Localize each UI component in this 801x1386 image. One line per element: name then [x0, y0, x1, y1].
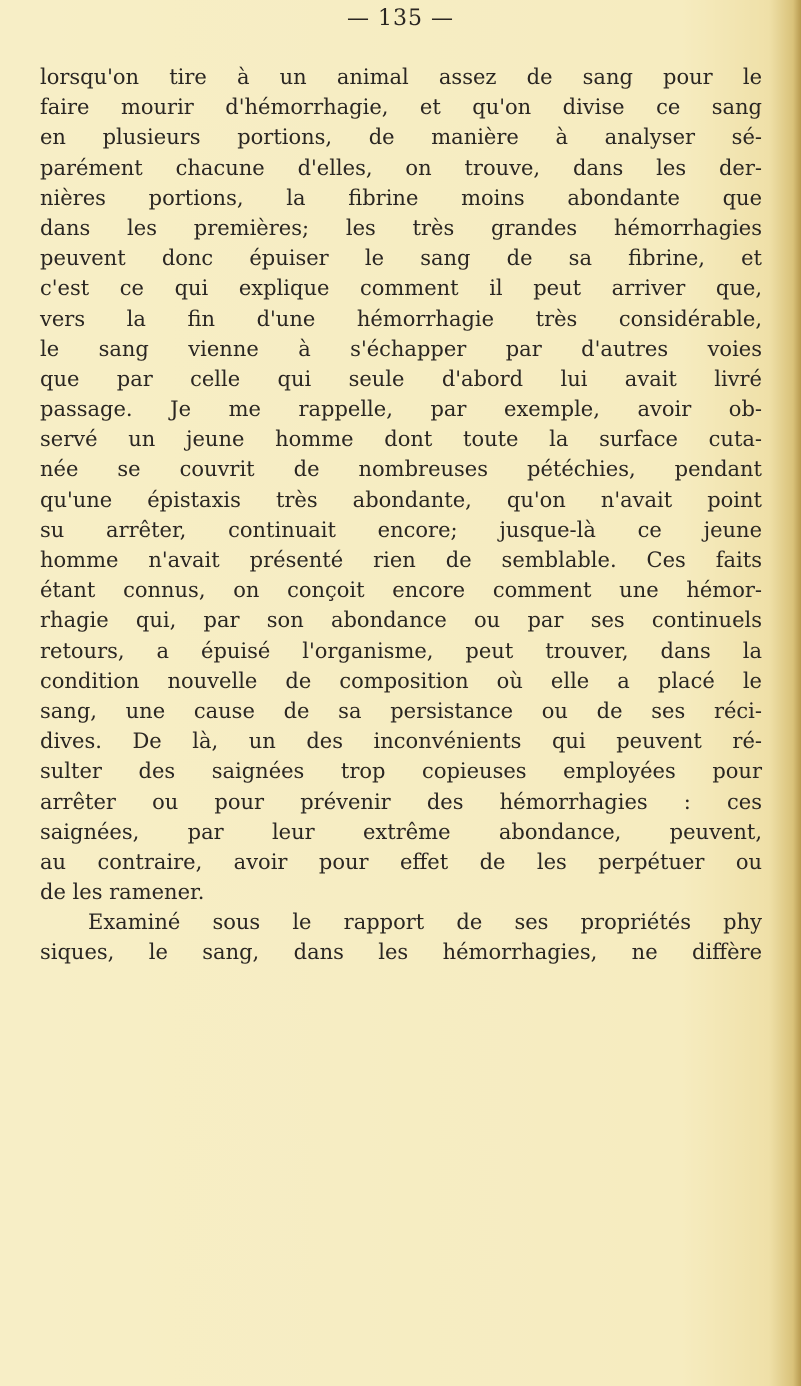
text-line: retours, a épuisé l'organisme, peut trouver, dans la: [40, 638, 762, 663]
text-line: c'est ce qui explique comment il peut arriver que,: [40, 276, 762, 301]
text-line: que par celle qui seule d'abord lui avait livré: [40, 366, 762, 391]
text-line: lorsqu'on tire à un animal assez de sang pour le: [40, 65, 762, 89]
text-line: vers la fin d'une hémorrhagie très considérable,: [40, 306, 762, 331]
text-line: passage. Je me rappelle, par exemple, avoir ob-: [40, 397, 762, 422]
text-line: siques, le sang, dans les hémorrhagies, ne diffère: [40, 940, 762, 965]
text-line: dans les premières; les très grandes hémorrhagies: [40, 215, 762, 240]
text-line: dives. De là, un des inconvénients qui peuvent ré-: [40, 729, 762, 754]
text-line: arrêter ou pour prévenir des hémorrhagies : ces: [40, 789, 762, 814]
text-line: peuvent donc épuiser le sang de sa fibrine, et: [40, 246, 762, 271]
text-line: servé un jeune homme dont toute la surface cuta-: [40, 427, 762, 452]
text-line: étant connus, on conçoit encore comment une hémor-: [40, 578, 762, 603]
text-line: au contraire, avoir pour effet de les perpétuer ou: [40, 849, 762, 874]
text-line: de les ramener.: [40, 880, 205, 905]
text-line: su arrêter, continuait encore; jusque-là ce jeune: [40, 517, 762, 542]
page-text: [40, 62, 762, 968]
text-line: sulter des saignées trop copieuses employées pour: [40, 759, 762, 784]
page-number: — 135 —: [347, 6, 454, 31]
text-line: homme n'avait présenté rien de semblable. Ces faits: [40, 548, 762, 572]
text-line: sang, une cause de sa persistance ou de ses réci-: [40, 698, 762, 723]
text-line: le sang vienne à s'échapper par d'autres voies: [40, 336, 762, 361]
text-line: en plusieurs portions, de manière à analyser sé-: [40, 125, 762, 150]
text-line: née se couvrit de nombreuses pétéchies, pendant: [40, 457, 762, 482]
text-line: qu'une épistaxis très abondante, qu'on n'avait point: [40, 487, 762, 512]
text-line: rhagie qui, par son abondance ou par ses continuels: [40, 608, 762, 633]
text-line: condition nouvelle de composition où elle a placé le: [40, 668, 762, 693]
text-line: saignées, par leur extrême abondance, peuvent,: [40, 819, 762, 844]
text-line: faire mourir d'hémorrhagie, et qu'on divise ce sang: [40, 95, 762, 120]
text-line: nières portions, la fibrine moins abondante que: [40, 185, 762, 210]
text-line: Examiné sous le rapport de ses propriétés phy: [88, 910, 762, 935]
text-line: parément chacune d'elles, on trouve, dans les der-: [40, 155, 762, 180]
